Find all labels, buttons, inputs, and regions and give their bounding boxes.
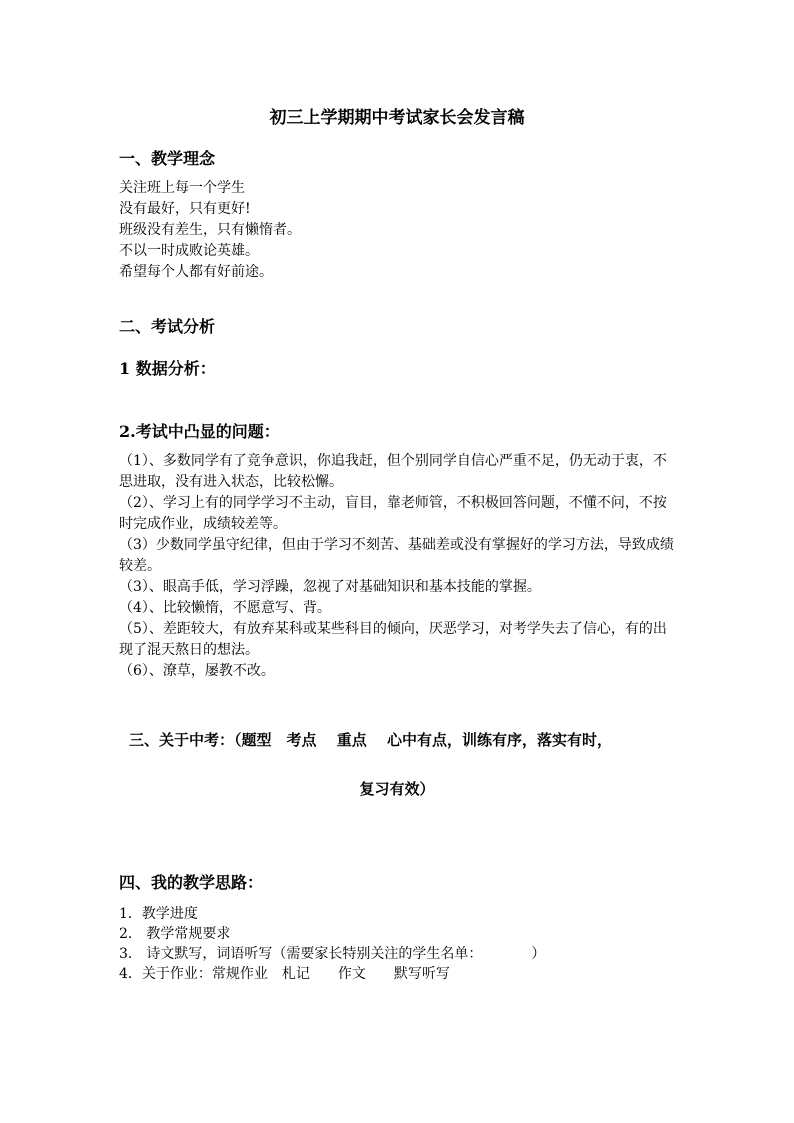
subheading-exam-issues: 2.考试中凸显的问题： — [119, 422, 280, 441]
issue-item: （1）、多数同学有了竞争意识，你追我赶，但个别同学自信心严重不足，仍无动于衷，不思进取，没有进入状态，比较松懈。 — [119, 453, 667, 490]
section-heading-teaching-philosophy: 一、教学理念 — [119, 149, 216, 168]
plan-item: 2. 教学常规要求 — [119, 926, 231, 942]
philosophy-line: 不以一时成败论英雄。 — [119, 243, 259, 259]
philosophy-line: 希望每个人都有好前途。 — [119, 264, 273, 280]
issue-item: （3）少数同学虽守纪律，但由于学习不刻苦、基础差或没有掌握好的学习方法，导致成绩较差。 — [119, 537, 674, 574]
section-heading-exam-analysis: 二、考试分析 — [119, 317, 216, 336]
document-title: 初三上学期期中考试家长会发言稿 — [269, 108, 525, 128]
section-heading-teaching-plan: 四、我的教学思路： — [119, 873, 264, 892]
subheading-data-analysis: 1 数据分析： — [119, 359, 216, 378]
philosophy-line: 没有最好，只有更好! — [119, 201, 251, 217]
issue-item: （4）、比较懒惰，不愿意写、背。 — [119, 600, 331, 616]
issue-item: （3）、眼高手低，学习浮躁，忽视了对基础知识和基本技能的掌握。 — [119, 579, 541, 595]
philosophy-line: 班级没有差生，只有懒惰者。 — [119, 222, 301, 238]
plan-item: 4．关于作业：常规作业 札记 作文 默写听写 — [119, 966, 450, 982]
plan-item: 3. 诗文默写，词语听写（需要家长特别关注的学生名单： ） — [119, 946, 546, 962]
about-exam-continuation: 复习有效） — [359, 780, 435, 798]
section-heading-about-exam: 三、关于中考：（题型 考点 重点 心中有点，训练有序，落实有时， — [129, 731, 612, 749]
plan-item: 1．教学进度 — [119, 906, 198, 922]
issue-item: （2）、学习上有的同学学习不主动，盲目，靠老师管，不积极回答问题，不懂不问，不按时完成作业，成绩较差等。 — [119, 495, 667, 532]
philosophy-line: 关注班上每一个学生 — [119, 180, 245, 196]
issue-item: （6）、潦草，屡教不改。 — [119, 663, 275, 679]
issue-item: （5）、差距较大，有放弃某科或某些科目的倾向，厌恶学习，对考学失去了信心，有的出现了混天熬日的想法。 — [119, 621, 667, 658]
